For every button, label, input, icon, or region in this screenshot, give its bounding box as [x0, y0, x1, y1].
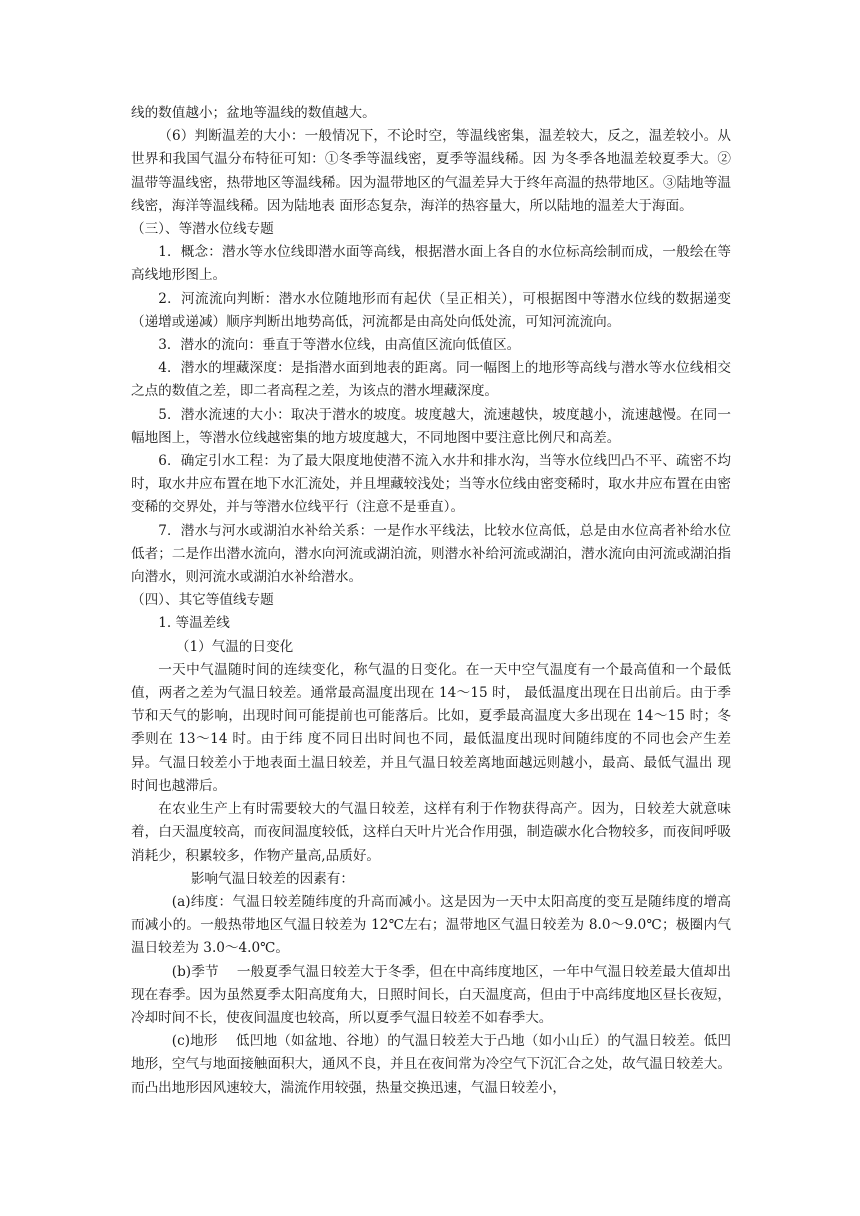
paragraph: 线的数值越小；盆地等温线的数值越大。 [131, 105, 376, 121]
paragraph: (c)地形 低凹地（如盆地、谷地）的气温日较差大于凸地（如小山丘）的气温日较差。低凹地形，空气与地面接触面积大，通风不良，并且在夜间常为冷空气下沉汇合之处，故气温日较差大。而凸出地形因风速较大，湍流作用较强，热量交换迅速，气温日较差小， [131, 1033, 731, 1096]
paragraph: （6）判断温差的大小：一般情况下，不论时空，等温线密集，温差较大，反之，温差较小。从世界和我国气温分布特征可知：①冬季等温线密，夏季等温线稀。因 为冬季各地温差较夏季大。②温带等温线密，热带地区等温线稀。因为温带地区的气温差异大于终年高温的热带地区。③陆地等温线密，海洋等温线稀。因为陆地表 面形态复杂，海洋的热容量大，所以陆地的温差大于海面。 [131, 128, 731, 214]
paragraph: 7．潜水与河水或湖泊水补给关系：一是作水平线法，比较水位高低，总是由水位高者补给水位低者；二是作出潜水流向，潜水向河流或湖泊流，则潜水补给河流或湖泊，潜水流向由河流或湖泊指向潜水，则河流水或湖泊水补给潜水。 [131, 522, 731, 586]
paragraph: 5．潜水流速的大小：取决于潜水的坡度。坡度越大，流速越快，坡度越小，流速越慢。在同一幅地图上，等潜水位线越密集的地方坡度越大，不同地图中要注意比例尺和高差。 [131, 406, 731, 446]
paragraph: 6．确定引水工程：为了最大限度地使潜不流入水井和排水沟，当等水位线凹凸不平、疏密不均时，取水井应布置在地下水汇流处，并且埋藏较浅处；当等水位线由密变稀时，取水井应布置在由密变稀的交界处，并与等潜水位线平行（注意不是垂直）。 [131, 453, 731, 516]
document-body [131, 102, 731, 1100]
paragraph: 一天中气温随时间的连续变化，称气温的日变化。在一天中空气温度有一个最高值和一个最低值，两者之差为气温日较差。通常最高温度出现在 14～15 时， 最低温度出现在日出前后。由于季节和天气的影响，出现时间可能提前也可能落后。比如，夏季最高温度大多出现在 14～15 时；冬季则在 13～14 时。由于纬 度不同日出时间也不同，最低温度出现时间随纬度的不同也会产生差异。气温日较差小于地表面土温日较差，并且气温日较差离地面越远则越小，最高、最低气温出 现时间也越滞后。 [131, 661, 731, 794]
subsection-heading: 1. 等温差线 [158, 615, 230, 632]
paragraph: 4．潜水的埋藏深度：是指潜水面到地表的距离。同一幅图上的地形等高线与潜水等水位线相交之点的数值之差，即二者高程之差，为该点的潜水埋藏深度。 [131, 360, 731, 400]
paragraph: 在农业生产上有时需要较大的气温日较差，这样有利于作物获得高产。因为，日较差大就意味着，白天温度较高，而夜间温度较低，这样白天叶片光合作用强，制造碳水化合物较多，而夜间呼吸消耗少，积累较多，作物产量高,品质好。 [131, 801, 731, 864]
section-heading: （三）、等潜水位线专题 [131, 221, 274, 238]
paragraph: 2．河流流向判断：潜水水位随地形而有起伏（呈正相关），可根据图中等潜水位线的数据递变（递增或递减）顺序判断出地势高低，河流都是由高处向低处流，可知河流流向。 [131, 290, 731, 330]
subsection-heading: （1）气温的日变化 [175, 638, 294, 655]
paragraph: 1．概念：潜水等水位线即潜水面等高线，根据潜水面上各自的水位标高绘制而成，一般绘在等高线地形图上。 [131, 244, 731, 284]
paragraph: 3．潜水的流向：垂直于等潜水位线，由高值区流向低值区。 [158, 337, 521, 354]
paragraph: (a)纬度：气温日较差随纬度的升高而减小。这是因为一天中太阳高度的变互是随纬度的增高而减小的。一般热带地区气温日较差为 12℃左右；温带地区气温日较差为 8.0～9.0℃；极圈内气温日较差为 3.0～4.0℃。 [131, 893, 731, 957]
section-heading: （四）、其它等值线专题 [131, 592, 274, 609]
paragraph: (b)季节 一般夏季气温日较差大于冬季，但在中高纬度地区，一年中气温日较差最大值却出现在春季。因为虽然夏季太阳高度角大，日照时间长，白天温度高，但由于中高纬度地区昼长夜短，冷却时间不长，使夜间温度也较高，所以夏季气温日较差不如春季大。 [131, 963, 731, 1026]
paragraph: 影响气温日较差的因素有： [190, 870, 354, 887]
